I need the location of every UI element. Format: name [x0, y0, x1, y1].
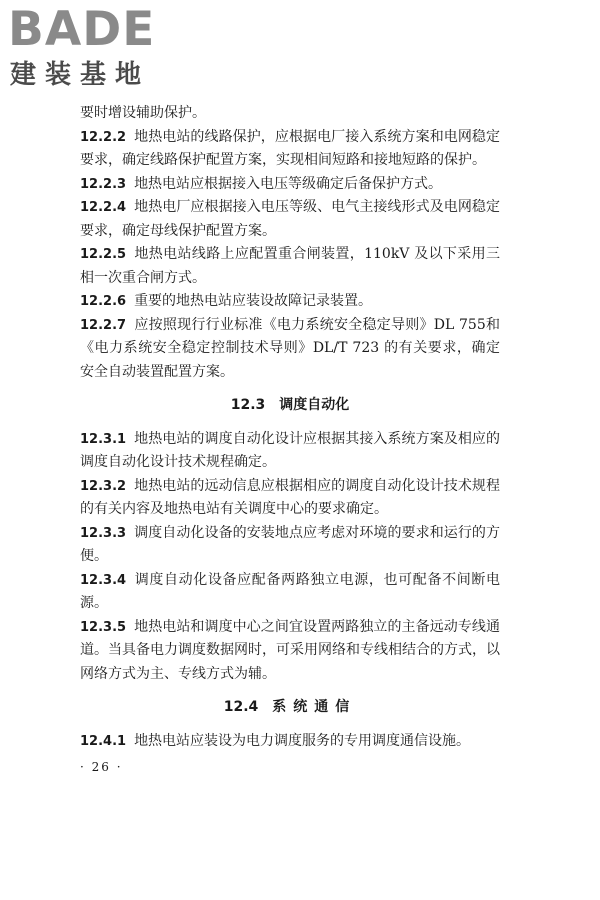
clause-text: 地热电站的线路保护，应根据电厂接入系统方案和电网稳定要求，确定线路保护配置方案，实现相间短路和接地短路的保护。	[80, 128, 500, 168]
section-heading	[80, 394, 500, 418]
clause-text: 地热电站和调度中心之间宜设置两路独立的主备远动专线通道。当具备电力调度数据网时，可采用网络和专线相结合的方式，以网络方式为主、专线方式为辅。	[80, 618, 500, 682]
clause-text: 地热电站应装设为电力调度服务的专用调度通信设施。	[134, 732, 471, 749]
clause-number: 12.3.3	[80, 525, 127, 541]
clause-text: 调度自动化设备的安装地点应考虑对环境的要求和运行的方便。	[80, 524, 500, 564]
clause-text: 地热电站的远动信息应根据相应的调度自动化设计技术规程的有关内容及地热电站有关调度中心的要求确定。	[80, 477, 500, 517]
clause-text: 地热电站的调度自动化设计应根据其接入系统方案及相应的调度自动化设计技术规程确定。	[80, 430, 500, 470]
section-number: 12.3	[230, 397, 266, 413]
clause-number: 12.2.5	[80, 247, 127, 262]
clause-number: 12.2.6	[80, 294, 127, 309]
section-heading	[80, 696, 500, 720]
clause-text: 应按照现行行业标准《电力系统安全稳定导则》DL 755和《电力系统安全稳定控制技术导则》DL/T 723 的有关要求，确定安全自动装置配置方案。	[80, 316, 500, 380]
logo-subtitle: 建装基地	[10, 60, 151, 90]
clause-paragraph	[80, 290, 500, 314]
clause-number: 12.2.3	[80, 176, 127, 192]
clause-paragraph	[80, 196, 500, 243]
clause-paragraph	[80, 428, 500, 475]
clause-text: 地热电厂应根据接入电压等级、电气主接线形式及电网稳定要求，确定母线保护配置方案。	[80, 199, 500, 239]
clause-text: 地热电站线路上应配置重合闸装置，110kV 及以下采用三相一次重合闸方式。	[80, 246, 500, 286]
clause-paragraph	[80, 243, 500, 290]
logo-wordmark: BADE	[8, 2, 156, 57]
clause-paragraph	[80, 569, 500, 616]
section-number: 12.4	[223, 699, 259, 715]
clause-number: 12.4.1	[80, 733, 127, 749]
section-title: 调度自动化	[279, 397, 350, 413]
section-title: 系统通信	[272, 699, 357, 715]
clause-paragraph	[80, 522, 500, 569]
clause-number: 12.3.5	[80, 619, 127, 635]
clause-paragraph	[80, 102, 500, 126]
clause-text: 地热电站应根据接入电压等级确定后备保护方式。	[134, 175, 443, 192]
clause-paragraph	[80, 730, 500, 754]
document-body	[80, 102, 500, 777]
clause-number: 12.3.1	[80, 431, 127, 447]
clause-number: 12.3.4	[80, 572, 127, 588]
page-number: · 26 ·	[80, 760, 123, 774]
clause-paragraph	[80, 314, 500, 385]
clause-text: 要时增设辅助保护。	[80, 105, 206, 121]
clause-number: 12.3.2	[80, 478, 127, 494]
clause-paragraph	[80, 126, 500, 173]
clause-number: 12.2.2	[80, 129, 127, 145]
bade-logo	[8, 4, 178, 96]
clause-text: 重要的地热电站应装设故障记录装置。	[134, 293, 373, 309]
clause-number: 12.2.4	[80, 200, 127, 215]
clause-text: 调度自动化设备应配备两路独立电源，也可配备不间断电源。	[80, 571, 500, 611]
clause-paragraph	[80, 616, 500, 687]
clause-number: 12.2.7	[80, 317, 127, 333]
clause-paragraph	[80, 173, 500, 197]
clause-paragraph	[80, 475, 500, 522]
